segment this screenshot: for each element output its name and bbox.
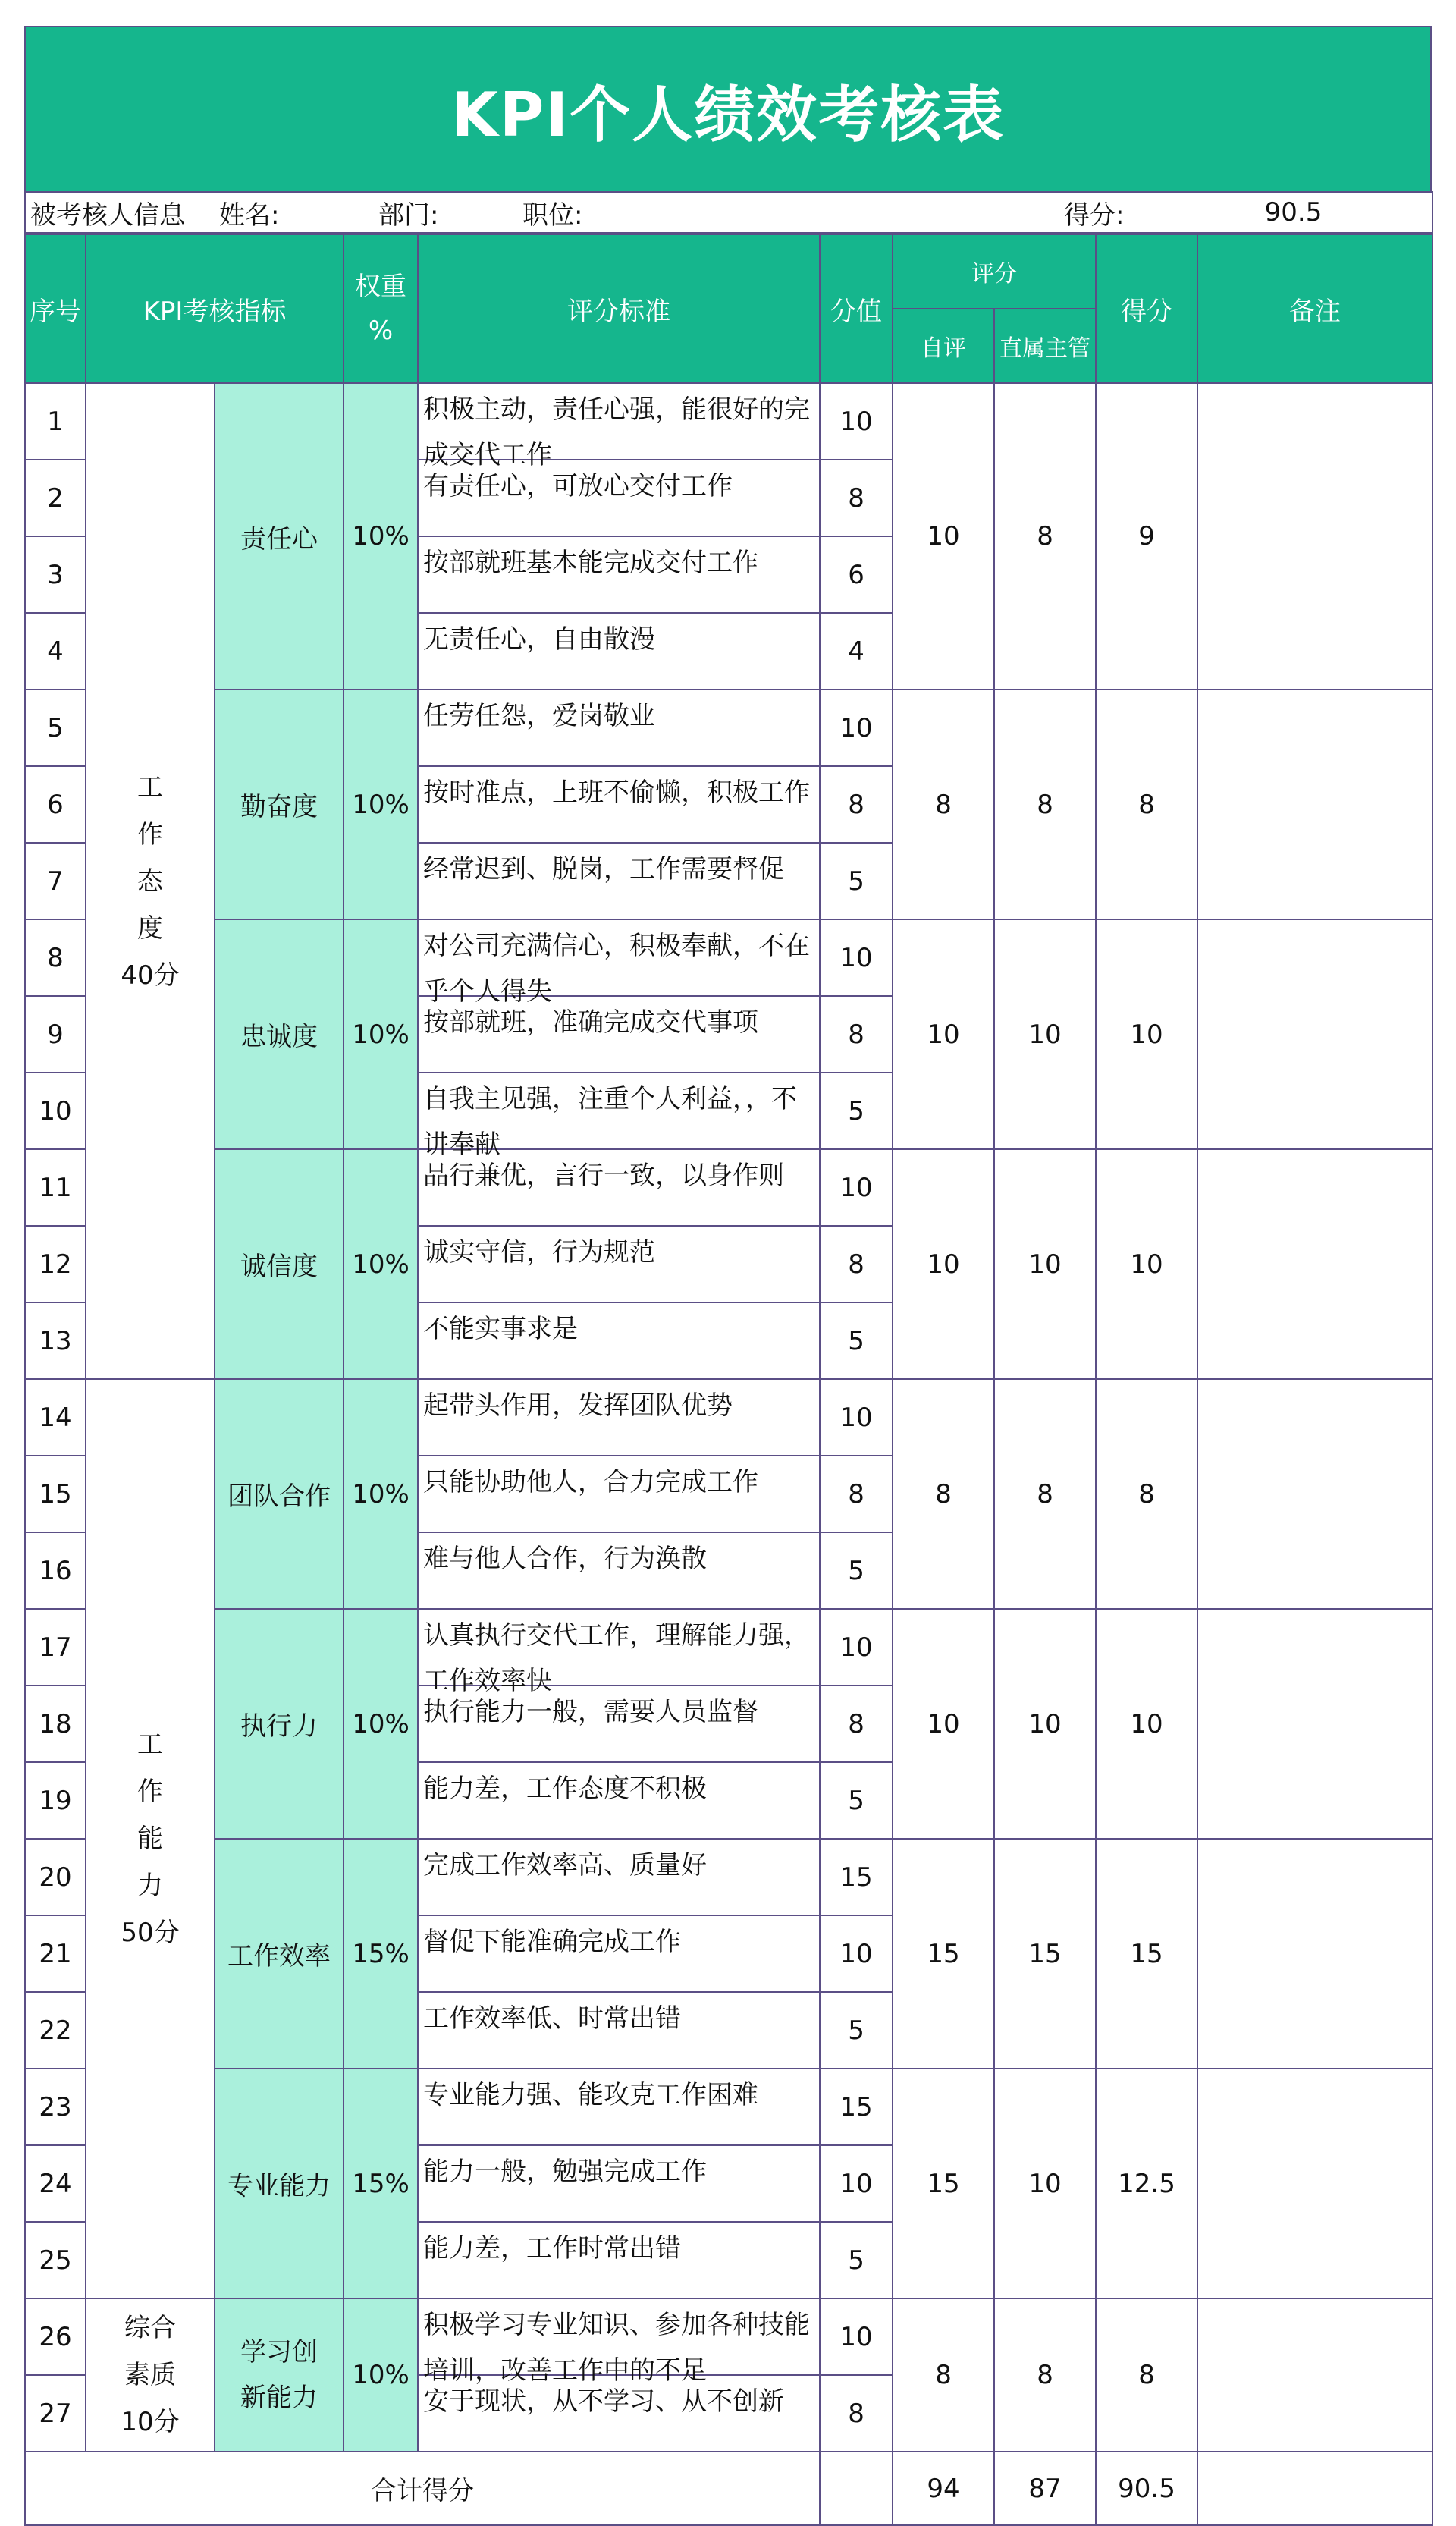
indicator-score: 9 bbox=[1096, 383, 1197, 690]
row-points: 10 bbox=[820, 1149, 893, 1226]
row-points: 15 bbox=[820, 2069, 893, 2145]
table-row bbox=[25, 1379, 1432, 1456]
row-points: 10 bbox=[820, 690, 893, 766]
header-score: 得分 bbox=[1096, 234, 1197, 383]
assessee-info-row bbox=[24, 191, 1433, 234]
table-row bbox=[25, 690, 1432, 766]
row-points: 5 bbox=[820, 1762, 893, 1839]
row-seq: 23 bbox=[25, 2069, 86, 2145]
indicator-name: 专业能力 bbox=[215, 2069, 344, 2298]
row-seq: 4 bbox=[25, 613, 86, 690]
row-points: 5 bbox=[820, 1992, 893, 2069]
total-label: 合计得分 bbox=[25, 2452, 820, 2525]
row-seq: 7 bbox=[25, 843, 86, 919]
sheet-title: KPI个人绩效考核表 bbox=[24, 26, 1432, 191]
criteria-cell bbox=[418, 1915, 820, 1992]
table-row bbox=[25, 919, 1432, 996]
indicator-score: 10 bbox=[1096, 1149, 1197, 1379]
criteria-cell bbox=[418, 2375, 820, 2452]
header-weight bbox=[344, 234, 418, 383]
row-seq: 8 bbox=[25, 919, 86, 996]
manager-rating[interactable]: 10 bbox=[994, 2069, 1096, 2298]
row-seq: 27 bbox=[25, 2375, 86, 2452]
total-score: 90.5 bbox=[1096, 2452, 1197, 2525]
category-group bbox=[86, 1379, 215, 2298]
category-group bbox=[86, 2298, 215, 2452]
indicator-score: 8 bbox=[1096, 1379, 1197, 1609]
self-rating[interactable]: 8 bbox=[893, 1379, 994, 1609]
remark-cell[interactable] bbox=[1197, 1149, 1432, 1379]
criteria-text: 专业能力强、能攻克工作困难 bbox=[423, 2080, 759, 2110]
remark-cell[interactable] bbox=[1197, 2298, 1432, 2452]
row-seq: 6 bbox=[25, 766, 86, 843]
remark-cell[interactable] bbox=[1197, 690, 1432, 919]
criteria-cell bbox=[418, 2222, 820, 2298]
row-points: 5 bbox=[820, 1532, 893, 1609]
criteria-text: 执行能力一般，需要人员监督 bbox=[423, 1697, 759, 1727]
row-seq: 21 bbox=[25, 1915, 86, 1992]
remark-cell[interactable] bbox=[1197, 383, 1432, 690]
row-seq: 3 bbox=[25, 536, 86, 613]
name-label: 姓名: bbox=[215, 192, 366, 233]
header-rating: 评分 bbox=[893, 234, 1096, 309]
criteria-text: 起带头作用，发挥团队优势 bbox=[423, 1390, 733, 1421]
indicator-name: 忠诚度 bbox=[215, 919, 344, 1149]
criteria-cell bbox=[418, 690, 820, 766]
row-seq: 14 bbox=[25, 1379, 86, 1456]
manager-rating[interactable]: 8 bbox=[994, 2298, 1096, 2452]
row-points: 10 bbox=[820, 1609, 893, 1686]
self-rating[interactable]: 15 bbox=[893, 1839, 994, 2069]
header-manager: 直属主管 bbox=[994, 309, 1096, 383]
indicator-weight: 10% bbox=[344, 919, 418, 1149]
criteria-cell bbox=[418, 996, 820, 1073]
category-points: 40分 bbox=[121, 960, 180, 991]
row-seq: 13 bbox=[25, 1302, 86, 1379]
row-seq: 12 bbox=[25, 1226, 86, 1302]
row-seq: 22 bbox=[25, 1992, 86, 2069]
row-points: 5 bbox=[820, 843, 893, 919]
criteria-text: 认真执行交代工作，理解能力强，工作效率快 bbox=[423, 1620, 811, 1696]
row-seq: 26 bbox=[25, 2298, 86, 2375]
table-row bbox=[25, 1609, 1432, 1686]
criteria-text: 自我主见强，注重个人利益，，不讲奉献 bbox=[423, 1084, 798, 1160]
position-value[interactable] bbox=[680, 192, 1059, 233]
indicator-name: 勤奋度 bbox=[215, 690, 344, 919]
criteria-cell bbox=[418, 460, 820, 536]
total-self: 94 bbox=[893, 2452, 994, 2525]
indicator-weight: 10% bbox=[344, 2298, 418, 2452]
criteria-cell bbox=[418, 1609, 820, 1696]
info-label: 被考核人信息 bbox=[25, 192, 215, 233]
criteria-cell bbox=[418, 1839, 820, 1915]
criteria-cell bbox=[418, 2298, 820, 2386]
indicator-name: 工作效率 bbox=[215, 1839, 344, 2069]
criteria-text: 积极学习专业知识、参加各种技能培训，改善工作中的不足 bbox=[423, 2310, 811, 2386]
row-seq: 19 bbox=[25, 1762, 86, 1839]
table-row bbox=[25, 2298, 1432, 2375]
category-group bbox=[86, 383, 215, 1379]
self-rating[interactable]: 8 bbox=[893, 690, 994, 919]
header-weight-line2: % bbox=[368, 316, 394, 346]
criteria-text: 对公司充满信心，积极奉献，不在乎个人得失 bbox=[423, 931, 811, 1007]
row-seq: 25 bbox=[25, 2222, 86, 2298]
criteria-text: 按时准点，上班不偷懒，积极工作 bbox=[423, 778, 811, 808]
total-manager: 87 bbox=[994, 2452, 1096, 2525]
self-rating[interactable]: 10 bbox=[893, 383, 994, 690]
criteria-text: 经常迟到、脱岗，工作需要督促 bbox=[423, 854, 785, 884]
criteria-cell bbox=[418, 1686, 820, 1762]
header-self: 自评 bbox=[893, 309, 994, 383]
indicator-name: 执行力 bbox=[215, 1609, 344, 1839]
self-rating[interactable]: 10 bbox=[893, 919, 994, 1149]
row-seq: 16 bbox=[25, 1532, 86, 1609]
indicator-weight: 15% bbox=[344, 1839, 418, 2069]
row-points: 10 bbox=[820, 1915, 893, 1992]
row-seq: 2 bbox=[25, 460, 86, 536]
criteria-text: 工作效率低、时常出错 bbox=[423, 2003, 682, 2034]
criteria-text: 能力差，工作态度不积极 bbox=[423, 1774, 708, 1804]
row-seq: 11 bbox=[25, 1149, 86, 1226]
score-label: 得分: bbox=[1059, 192, 1150, 233]
criteria-cell bbox=[418, 1992, 820, 2069]
remark-cell[interactable] bbox=[1197, 1609, 1432, 1839]
indicator-name-line: 学习创 bbox=[240, 2337, 318, 2367]
indicator-name-line: 新能力 bbox=[240, 2383, 318, 2413]
row-seq: 5 bbox=[25, 690, 86, 766]
indicator-weight: 10% bbox=[344, 1609, 418, 1839]
manager-rating[interactable]: 15 bbox=[994, 1839, 1096, 2069]
table-row bbox=[25, 383, 1432, 460]
criteria-cell bbox=[418, 1149, 820, 1226]
indicator-weight: 10% bbox=[344, 1149, 418, 1379]
criteria-text: 安于现状，从不学习、从不创新 bbox=[423, 2386, 785, 2417]
criteria-text: 只能协助他人，合力完成工作 bbox=[423, 1467, 759, 1497]
indicator-score: 10 bbox=[1096, 919, 1197, 1149]
criteria-cell bbox=[418, 383, 820, 470]
indicator-score: 15 bbox=[1096, 1839, 1197, 2069]
total-remark[interactable] bbox=[1197, 2452, 1432, 2525]
header-weight-line1: 权重 bbox=[355, 272, 407, 302]
criteria-text: 能力差，工作时常出错 bbox=[423, 2233, 682, 2264]
indicator-score: 8 bbox=[1096, 690, 1197, 919]
remark-cell[interactable] bbox=[1197, 2069, 1432, 2298]
self-rating[interactable]: 15 bbox=[893, 2069, 994, 2298]
criteria-cell bbox=[418, 1302, 820, 1379]
category-char: 作 bbox=[137, 818, 163, 850]
criteria-cell bbox=[418, 613, 820, 690]
indicator-score: 12.5 bbox=[1096, 2069, 1197, 2298]
header-criteria: 评分标准 bbox=[418, 234, 820, 383]
criteria-cell bbox=[418, 766, 820, 843]
criteria-text: 能力一般，勉强完成工作 bbox=[423, 2157, 708, 2187]
category-char: 工 bbox=[137, 771, 163, 803]
manager-rating[interactable]: 10 bbox=[994, 919, 1096, 1149]
kpi-table bbox=[24, 234, 1433, 2526]
criteria-cell bbox=[418, 1073, 820, 1160]
remark-cell[interactable] bbox=[1197, 919, 1432, 1149]
criteria-text: 品行兼优，言行一致，以身作则 bbox=[423, 1161, 785, 1191]
row-points: 10 bbox=[820, 383, 893, 460]
criteria-text: 不能实事求是 bbox=[423, 1314, 579, 1344]
category-char: 素质 bbox=[124, 2360, 176, 2390]
row-seq: 17 bbox=[25, 1609, 86, 1686]
row-points: 8 bbox=[820, 996, 893, 1073]
row-points: 6 bbox=[820, 536, 893, 613]
row-seq: 9 bbox=[25, 996, 86, 1073]
manager-rating[interactable]: 8 bbox=[994, 383, 1096, 690]
indicator-weight: 10% bbox=[344, 690, 418, 919]
row-points: 10 bbox=[820, 1379, 893, 1456]
indicator-name: 团队合作 bbox=[215, 1379, 344, 1609]
category-points: 10分 bbox=[121, 2407, 180, 2437]
criteria-cell bbox=[418, 919, 820, 1007]
category-char: 作 bbox=[137, 1777, 163, 1807]
manager-rating[interactable]: 8 bbox=[994, 690, 1096, 919]
score-value[interactable]: 90.5 bbox=[1150, 192, 1432, 233]
criteria-text: 按部就班，准确完成交代事项 bbox=[423, 1007, 759, 1038]
row-points: 8 bbox=[820, 1456, 893, 1532]
remark-cell[interactable] bbox=[1197, 1839, 1432, 2069]
department-label: 部门: bbox=[366, 192, 518, 233]
criteria-cell bbox=[418, 1532, 820, 1609]
header-seq: 序号 bbox=[25, 234, 86, 383]
row-points: 8 bbox=[820, 460, 893, 536]
criteria-cell bbox=[418, 2069, 820, 2145]
manager-rating[interactable]: 10 bbox=[994, 1149, 1096, 1379]
row-points: 8 bbox=[820, 1686, 893, 1762]
row-points: 10 bbox=[820, 919, 893, 996]
row-points: 10 bbox=[820, 2298, 893, 2375]
category-points: 50分 bbox=[121, 1918, 180, 1948]
position-label: 职位: bbox=[518, 192, 680, 233]
header-points: 分值 bbox=[820, 234, 893, 383]
table-row bbox=[25, 2069, 1432, 2145]
row-seq: 10 bbox=[25, 1073, 86, 1149]
row-seq: 1 bbox=[25, 383, 86, 460]
row-points: 8 bbox=[820, 1226, 893, 1302]
table-row bbox=[25, 1149, 1432, 1226]
manager-rating[interactable]: 10 bbox=[994, 1609, 1096, 1839]
kpi-sheet bbox=[24, 26, 1432, 2526]
indicator-weight: 15% bbox=[344, 2069, 418, 2298]
self-rating[interactable]: 8 bbox=[893, 2298, 994, 2452]
criteria-cell bbox=[418, 2145, 820, 2222]
row-points: 5 bbox=[820, 1073, 893, 1149]
row-seq: 18 bbox=[25, 1686, 86, 1762]
criteria-text: 按部就班基本能完成交付工作 bbox=[423, 548, 759, 578]
criteria-cell bbox=[418, 1762, 820, 1839]
criteria-text: 完成工作效率高、质量好 bbox=[423, 1850, 708, 1880]
criteria-text: 难与他人合作，行为涣散 bbox=[423, 1544, 708, 1574]
criteria-cell bbox=[418, 1456, 820, 1532]
criteria-cell bbox=[418, 1226, 820, 1302]
total-points bbox=[820, 2452, 893, 2525]
row-points: 10 bbox=[820, 2145, 893, 2222]
criteria-text: 诚实守信，行为规范 bbox=[423, 1237, 656, 1268]
row-points: 8 bbox=[820, 2375, 893, 2452]
indicator-score: 10 bbox=[1096, 1609, 1197, 1839]
criteria-text: 督促下能准确完成工作 bbox=[423, 1927, 682, 1957]
header-remark: 备注 bbox=[1197, 234, 1432, 383]
row-points: 5 bbox=[820, 2222, 893, 2298]
category-char: 度 bbox=[137, 913, 163, 944]
criteria-text: 任劳任怨，爱岗敬业 bbox=[423, 701, 656, 731]
indicator-weight: 10% bbox=[344, 383, 418, 690]
criteria-text: 有责任心，可放心交付工作 bbox=[423, 471, 733, 501]
category-char: 态 bbox=[137, 866, 163, 897]
row-points: 15 bbox=[820, 1839, 893, 1915]
header-kpi: KPI考核指标 bbox=[86, 234, 344, 383]
criteria-cell bbox=[418, 1379, 820, 1456]
row-points: 4 bbox=[820, 613, 893, 690]
category-char: 力 bbox=[137, 1871, 163, 1901]
category-char: 能 bbox=[137, 1824, 163, 1854]
criteria-cell bbox=[418, 536, 820, 613]
remark-cell[interactable] bbox=[1197, 1379, 1432, 1609]
manager-rating[interactable]: 8 bbox=[994, 1379, 1096, 1609]
category-char: 综合 bbox=[124, 2313, 176, 2343]
self-rating[interactable]: 10 bbox=[893, 1149, 994, 1379]
row-seq: 15 bbox=[25, 1456, 86, 1532]
category-char: 工 bbox=[137, 1730, 163, 1760]
self-rating[interactable]: 10 bbox=[893, 1609, 994, 1839]
indicator-weight: 10% bbox=[344, 1379, 418, 1609]
table-row bbox=[25, 1839, 1432, 1915]
indicator-name: 诚信度 bbox=[215, 1149, 344, 1379]
row-seq: 20 bbox=[25, 1839, 86, 1915]
criteria-text: 积极主动，责任心强，能很好的完成交代工作 bbox=[423, 394, 811, 470]
row-seq: 24 bbox=[25, 2145, 86, 2222]
row-points: 8 bbox=[820, 766, 893, 843]
row-points: 5 bbox=[820, 1302, 893, 1379]
criteria-cell bbox=[418, 843, 820, 919]
indicator-score: 8 bbox=[1096, 2298, 1197, 2452]
indicator-name bbox=[215, 2298, 344, 2452]
indicator-name: 责任心 bbox=[215, 383, 344, 690]
criteria-text: 无责任心，自由散漫 bbox=[423, 624, 656, 655]
